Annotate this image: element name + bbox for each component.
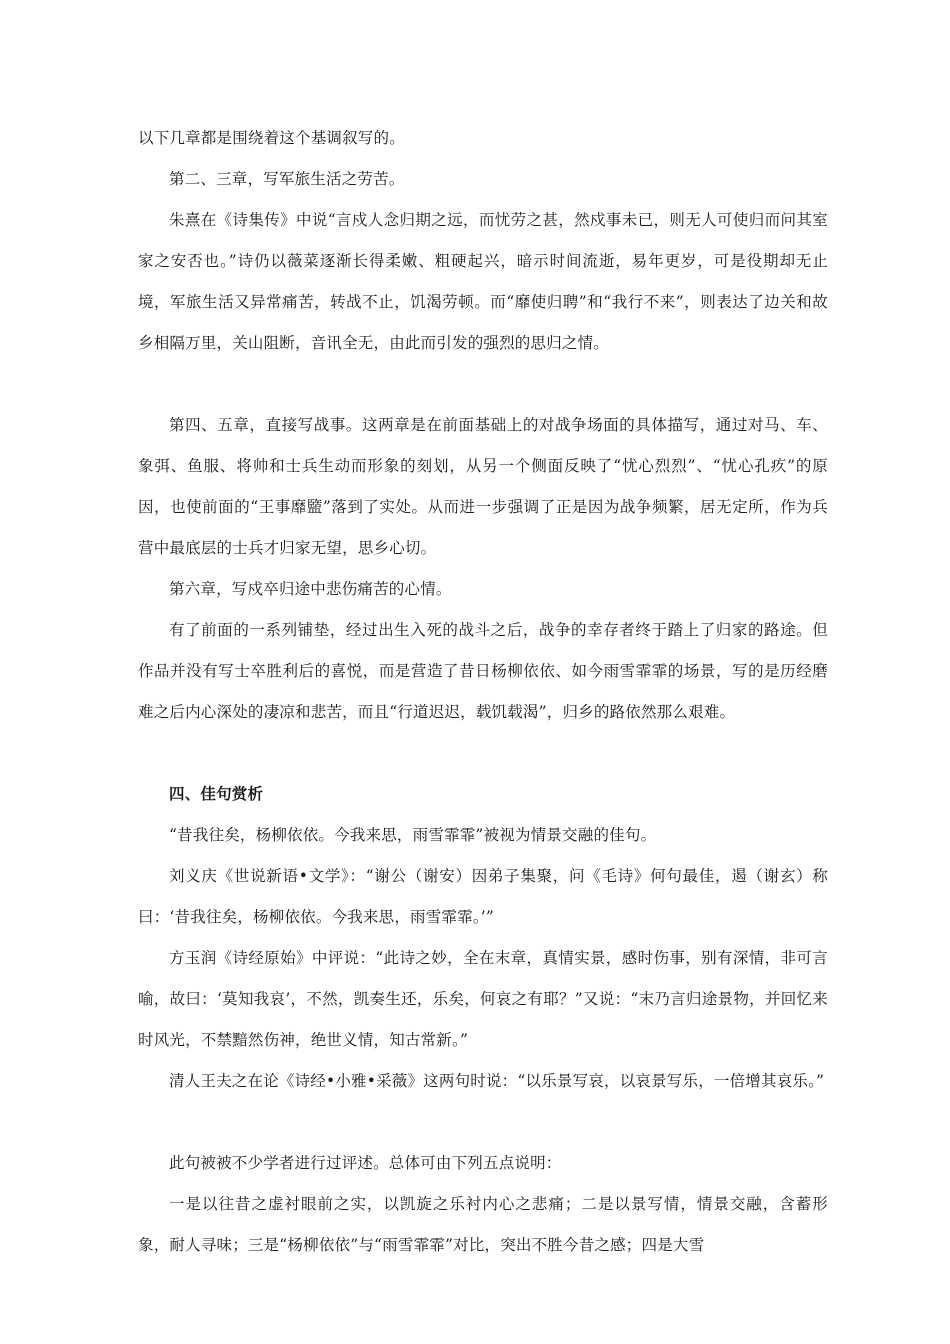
paragraph-five-points-intro: 此句被被不少学者进行过评述。总体可由下列五点说明： xyxy=(169,1154,562,1172)
paragraph-intro-tail: 以下几章都是围绕着这个基调叙写的。 xyxy=(138,129,405,147)
paragraph-shishuoxinyu-quote: 刘义庆《世说新语•文学》：“谢公（谢安）因弟子集聚，问《毛诗》何句最佳，遏（谢玄）称曰：‘昔我往矣，杨柳依依。今我来思，雨雪霏霏。’” xyxy=(138,867,828,926)
paragraph-chapter-4-5: 第四、五章，直接写战事。这两章是在前面基础上的对战争场面的具体描写，通过对马、车、象弭、鱼服、将帅和士兵生动而形象的刻划，从另一个侧面反映了“忧心烈烈”、“忧心孔疚”的原因，也使前面的“王事靡盬”落到了实处。从而进一步强调了正是因为战争频繁，居无定所，作为兵营中最底层的士兵才归家无望，思乡心切。 xyxy=(138,416,828,557)
paragraph-chapter-2-3-title: 第二、三章，写军旅生活之劳苦。 xyxy=(169,170,405,188)
paragraph-fang-yurun-quote: 方玉润《诗经原始》中评说：“此诗之妙，全在末章，真情实景，感时伤事，别有深情，非可言喻，故曰：‘莫知我哀’，不然，凯奏生还，乐矣，何哀之有耶？”又说：“末乃言归途景物，并回忆来时风光，不禁黯然伤神，绝世义情，知古常新。” xyxy=(138,949,828,1049)
paragraph-five-points-body: 一是以往昔之虚衬眼前之实，以凯旋之乐衬内心之悲痛；二是以景写情，情景交融，含蓄形象，耐人寻味；三是“杨柳依依”与“雨雪霏霏”对比，突出不胜今昔之感；四是大雪 xyxy=(138,1195,828,1254)
paragraph-wang-fuzhi-quote: 清人王夫之在论《诗经•小雅•采薇》这两句时说：“以乐景写哀，以哀景写乐，一倍增其哀乐。” xyxy=(169,1072,825,1090)
paragraph-famous-lines-intro: “昔我往矣，杨柳依依。今我来思，雨雪霏霏”被视为情景交融的佳句。 xyxy=(169,826,657,844)
paragraph-chapter-6-body: 有了前面的一系列铺垫，经过出生入死的战斗之后，战争的幸存者终于踏上了归家的路途。但作品并没有写士卒胜利后的喜悦，而是营造了昔日杨柳依依、如今雨雪霏霏的场景，写的是历经磨难之后内心深处的凄凉和悲苦，而且“行道迟迟，载饥载渴”，归乡的路依然那么艰难。 xyxy=(138,621,828,721)
section-heading-famous-lines: 四、佳句赏析 xyxy=(169,785,264,803)
paragraph-chapter-6-title: 第六章，写戍卒归途中悲伤痛苦的心情。 xyxy=(169,580,452,598)
paragraph-zhuxi-commentary: 朱熹在《诗集传》中说“言戍人念归期之远，而忧劳之甚，然戍事未已，则无人可使归而问其室家之安否也。”诗仍以薇菜逐渐长得柔嫩、粗硬起兴，暗示时间流逝，易年更岁，可是役期却无止境，军旅生活又异常痛苦，转战不止，饥渴劳顿。而“靡使归聘”和“我行不来”，则表达了边关和故乡相隔万里，关山阻断，音讯全无，由此而引发的强烈的思归之情。 xyxy=(138,211,828,352)
